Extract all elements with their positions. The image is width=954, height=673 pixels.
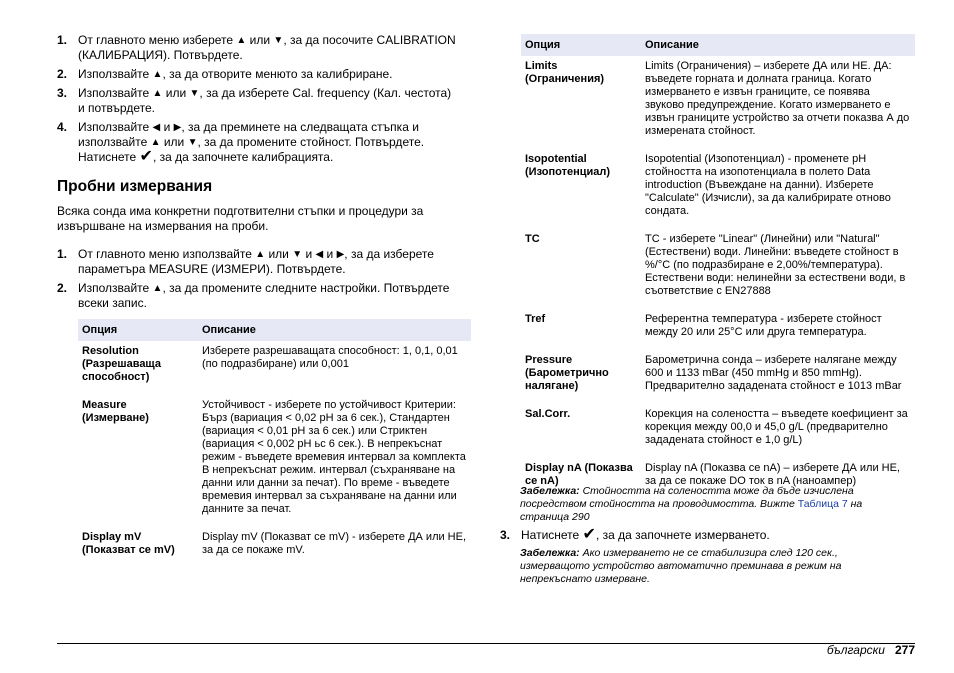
up-arrow-icon: ▲ xyxy=(152,283,163,294)
up-arrow-icon: ▲ xyxy=(150,137,161,148)
settings-table-left xyxy=(78,319,471,568)
page-number: 277 xyxy=(894,643,915,657)
settings-table-right xyxy=(521,34,915,499)
down-arrow-icon: ▼ xyxy=(189,88,200,99)
up-arrow-icon: ▲ xyxy=(152,69,163,80)
footer-divider xyxy=(57,643,915,644)
list-item: 2. Използвайте ▲, за да промените следните настройки. Потвърдете всеки запис. xyxy=(57,281,450,310)
table-row: Display mV (Показват се mV) Display mV (Показват се mV) - изберете ДА или НЕ, за да се покаже mV. xyxy=(82,531,467,556)
down-arrow-icon: ▼ xyxy=(187,137,198,148)
table-row: Tref Референтна температура - изберете стойност между 20 или 25°C или друга температура. xyxy=(525,313,882,338)
up-arrow-icon: ▲ xyxy=(152,88,163,99)
intro-paragraph: Всяка сонда има конкретни подготвителни стъпки и процедури за извършване на измервания на проби. xyxy=(57,204,424,233)
table-row: Pressure (Барометрично налягане) Барометрична сонда – изберете налягане между 600 и 1133 mBar (450 mmHg и 850 mmHg). Предварително зададената стойност е 1013 mBar xyxy=(525,354,902,392)
table-row: Resolution (Разрешаваща способност) Изберете разрешаващата способност: 1, 0,1, 0,01 (по подразбиране) или 0,001 xyxy=(82,345,458,383)
start-measure-step xyxy=(500,528,900,543)
up-arrow-icon: ▲ xyxy=(255,249,266,260)
table-header: Опция Описание xyxy=(78,319,471,341)
checkmark-icon: ✔ xyxy=(582,526,596,543)
table-row: Isopotential (Изопотенциал) Isopotential (Изопотенциал) - променете pH стойността на изопотенциала в полето Data introduction (Въвеждане на данни). Изберете "Calculate" (Изчисли), за да калибрирате отново сондата. xyxy=(525,153,891,217)
table-row: Display nA (Показва се nA) Display nA (Показва се nA) – изберете ДА или НЕ, за да се покаже DO ток в nA (наноампер) xyxy=(525,462,900,487)
right-arrow-icon: ▶ xyxy=(336,249,345,260)
table-link[interactable]: Таблица 7 xyxy=(797,498,848,510)
up-arrow-icon: ▲ xyxy=(236,35,247,46)
down-arrow-icon: ▼ xyxy=(273,35,284,46)
table-row: Sal.Corr. Корекция на солеността – въведете коефициент за корекция между 00,0 и 45,0 g/L (предварително зададената стойност е 1,0 g/L) xyxy=(525,408,908,446)
list-item: 4. Използвайте ◀ и ▶, за да преминете на следващата стъпка и използвайте ▲ или ▼, за да промените стойност. Потвърдете. Натиснете ✔, за да започнете калибрацията. xyxy=(57,120,425,165)
stabilization-note: Забележка: Ако измерването не се стабилизира след 120 сек., измерващото устройство автоматично преминава в режим на непрекъснато измерване. xyxy=(520,547,842,585)
down-arrow-icon: ▼ xyxy=(292,249,303,260)
list-item: 3. Натиснете ✔, за да започнете измерването. xyxy=(500,526,770,543)
table-row: Measure (Измерване) Устойчивост - изберете по устойчивост Критерии: Бърз (вариация < 0,02 pH за 6 сек.), Стандартен (вариация < 0,01 pH за 6 сек.) или Стриктен (вариация < 0,002 pH ьс 6 сек.). В непрекъснат режим - въведете времевия интервал за комплекта В непрекъснат режим. интервал (съхраняване на данни или данни за печат). По време - въведете времевия интервал за съхраняване на данни или данните за печат. xyxy=(82,399,466,515)
list-item: 3. Използвайте ▲ или ▼, за да изберете Cal. frequency (Кал. честота) и потвърдете. xyxy=(57,86,452,115)
section-title: Пробни измервания xyxy=(57,178,213,195)
page-footer xyxy=(827,643,915,657)
left-arrow-icon: ◀ xyxy=(152,122,161,133)
footer-language: български xyxy=(826,643,885,657)
list-item: 1. От главното меню изберете ▲ или ▼, за да посочите CALIBRATION (КАЛИБРАЦИЯ). Потвърдете. xyxy=(57,33,456,62)
measurement-steps xyxy=(57,247,467,311)
checkmark-icon: ✔ xyxy=(139,148,153,165)
list-item: 1. От главното меню използвайте ▲ или ▼ и ◀ и ▶, за да изберете параметъра MEASURE (ИЗМЕРИ). Потвърдете. xyxy=(57,247,434,276)
table-header: Опция Описание xyxy=(521,34,915,56)
list-item: 2. Използвайте ▲, за да отворите менюто за калибриране. xyxy=(57,67,393,81)
table-row: Limits (Ограничения) Limits (Ограничения) – изберете ДА или НЕ. ДА: въведете горната и долната граница. Когато измерването е извън границите, се появява звуково предупреждение. Когато измерването е извън границите устройство за отчети показва А до измерената стойност. xyxy=(525,60,910,137)
right-arrow-icon: ▶ xyxy=(173,122,182,133)
calibration-steps xyxy=(57,33,457,165)
salinity-note: Забележка: Стойността на солеността може да бъде изчислена посредством стойността на проводимостта. Вижте Таблица 7 на страница 290 xyxy=(520,485,863,523)
left-arrow-icon: ◀ xyxy=(315,249,324,260)
table-row: TC TC - изберете "Linear" (Линейни) или "Natural" (Естествени) води. Линейни: въведете стойност в %/°C (по подразбиране е 2,00%/температура). Естествени води: нелинейни за естествени води, в съответствие с EN27888 xyxy=(525,233,906,297)
